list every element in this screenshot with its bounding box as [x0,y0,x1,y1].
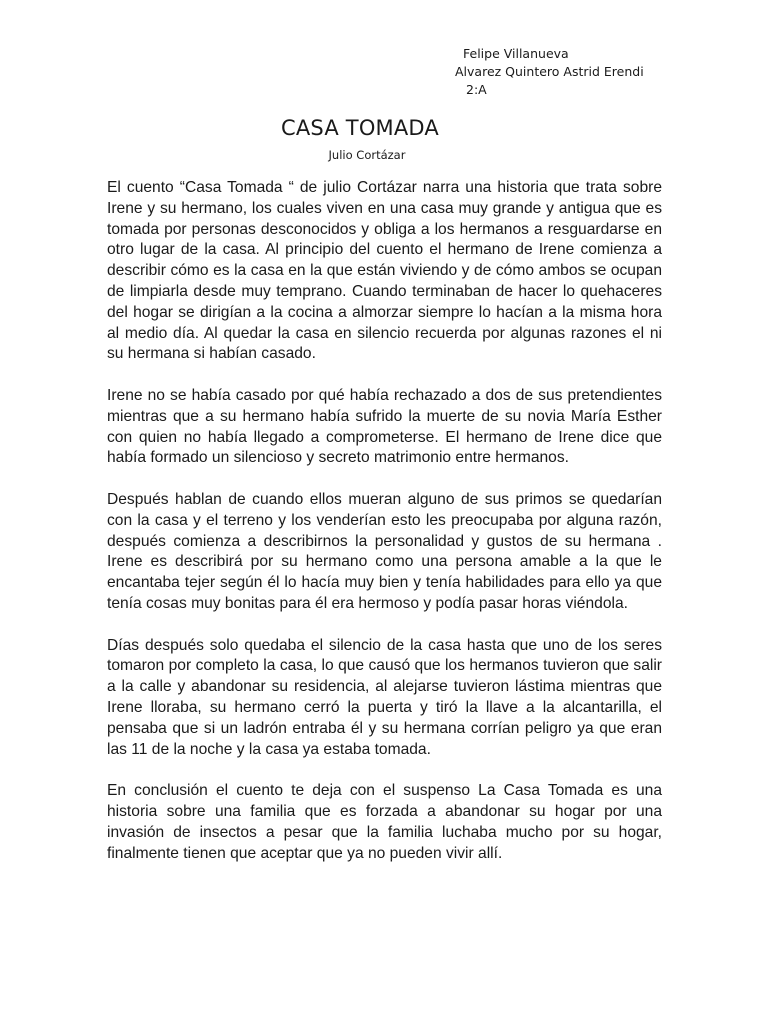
author-name-2: Alvarez Quintero Astrid Erendi [455,64,644,79]
paragraph: Irene no se había casado por qué había rechazado a dos de sus pretendientes mientras que a su hermano había sufrido la muerte de su novia María Esther con quien no había llegado a comprometerse. El hermano de Irene dice que había formado un silencioso y secreto matrimonio entre hermanos. [107,386,662,467]
document-body [107,178,662,885]
document-title: CASA TOMADA [281,116,439,140]
author-name-1: Felipe Villanueva [463,46,569,61]
author-header [455,45,644,99]
document-subtitle: Julio Cortázar [328,148,406,162]
group-label: 2:A [466,82,487,97]
paragraph: Días después solo quedaba el silencio de la casa hasta que uno de los seres tomaron por completo la casa, lo que causó que los hermanos tuvieron que salir a la calle y abandonar su residencia, al alejarse tuvieron lástima mientras que Irene lloraba, su hermano cerró la puerta y tiró la llave a la alcantarilla, el pensaba que si un ladrón entraba él y su hermana corrían peligro ya que eran las 11 de la noche y la casa ya estaba tomada. [107,636,662,758]
paragraph: En conclusión el cuento te deja con el suspenso La Casa Tomada es una historia sobre una familia que es forzada a abandonar su hogar por una invasión de insectos a pesar que la familia luchaba mucho por su hogar, finalmente tienen que aceptar que ya no pueden vivir allí. [107,782,662,862]
paragraph: El cuento “Casa Tomada “ de julio Cortázar narra una historia que trata sobre Irene y su hermano, los cuales viven en una casa muy grande y antigua que es tomada por personas desconocidos y obliga a los hermanos a resguardarse en otro lugar de la casa. Al principio del cuento el hermano de Irene comienza a describir cómo es la casa en la que están viviendo y de cómo ambos se ocupan de limpiarla desde muy temprano. Cuando terminaban de hacer lo quehaceres del hogar se dirigían a la cocina a almorzar siempre lo hacían a la misma hora al medio día. Al quedar la casa en silencio recuerda por algunas razones el ni su hermana si habían casado. [107,179,662,363]
paragraph: Después hablan de cuando ellos mueran alguno de sus primos se quedarían con la casa y el terreno y los venderían esto les preocupaba por alguna razón, después comienza a describirnos la personalidad y gustos de su hermana . Irene es describirá por su hermano como una persona amable a la que le encantaba tejer según él lo hacía muy bien y tenía habilidades para ello ya que tenía cosas muy bonitas para él era hermoso y podía pasar horas viéndola. [107,490,662,612]
